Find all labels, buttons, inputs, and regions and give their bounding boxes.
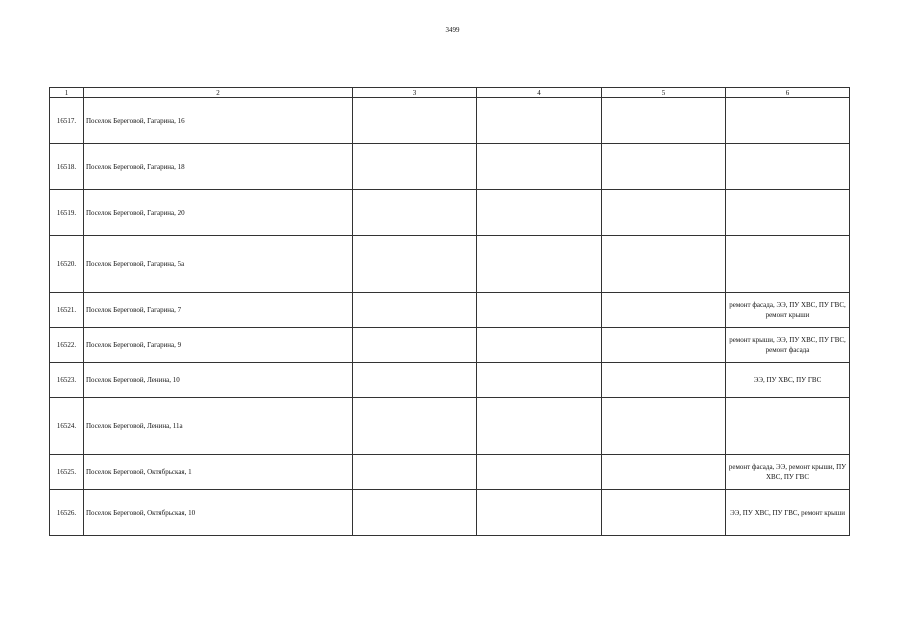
table-row bbox=[50, 398, 850, 455]
table-row bbox=[50, 190, 850, 236]
row-col5 bbox=[602, 398, 726, 455]
row-col3 bbox=[353, 328, 477, 363]
row-col3 bbox=[353, 455, 477, 490]
row-number: 16523. bbox=[50, 363, 84, 398]
row-number: 16520. bbox=[50, 236, 84, 293]
row-col3 bbox=[353, 490, 477, 536]
row-col6: ЭЭ, ПУ ХВС, ПУ ГВС, ремонт крыши bbox=[726, 490, 850, 536]
column-header: 1 bbox=[50, 88, 84, 98]
row-address: Поселок Береговой, Октябрьская, 10 bbox=[84, 490, 353, 536]
row-col6 bbox=[726, 190, 850, 236]
table-row bbox=[50, 328, 850, 363]
row-col3 bbox=[353, 398, 477, 455]
row-col3 bbox=[353, 98, 477, 144]
row-col5 bbox=[602, 98, 726, 144]
column-header: 4 bbox=[477, 88, 602, 98]
row-col4 bbox=[477, 328, 602, 363]
row-col4 bbox=[477, 98, 602, 144]
table-row bbox=[50, 363, 850, 398]
row-col3 bbox=[353, 236, 477, 293]
header-row bbox=[50, 88, 850, 98]
row-col4 bbox=[477, 144, 602, 190]
row-number: 16522. bbox=[50, 328, 84, 363]
row-col6: ремонт крыши, ЭЭ, ПУ ХВС, ПУ ГВС, ремонт фасада bbox=[726, 328, 850, 363]
row-address: Поселок Береговой, Гагарина, 5а bbox=[84, 236, 353, 293]
row-number: 16526. bbox=[50, 490, 84, 536]
row-number: 16521. bbox=[50, 293, 84, 328]
table-row bbox=[50, 455, 850, 490]
column-header: 5 bbox=[602, 88, 726, 98]
table-row bbox=[50, 490, 850, 536]
row-col5 bbox=[602, 236, 726, 293]
row-address: Поселок Береговой, Ленина, 10 bbox=[84, 363, 353, 398]
row-col6: ремонт фасада, ЭЭ, ПУ ХВС, ПУ ГВС, ремонт крыши bbox=[726, 293, 850, 328]
column-header: 6 bbox=[726, 88, 850, 98]
row-col5 bbox=[602, 328, 726, 363]
row-address: Поселок Береговой, Гагарина, 7 bbox=[84, 293, 353, 328]
row-number: 16519. bbox=[50, 190, 84, 236]
row-col4 bbox=[477, 398, 602, 455]
row-address: Поселок Береговой, Гагарина, 18 bbox=[84, 144, 353, 190]
row-col6 bbox=[726, 144, 850, 190]
row-address: Поселок Береговой, Октябрьская, 1 bbox=[84, 455, 353, 490]
row-col5 bbox=[602, 190, 726, 236]
row-address: Поселок Береговой, Гагарина, 20 bbox=[84, 190, 353, 236]
row-address: Поселок Береговой, Гагарина, 9 bbox=[84, 328, 353, 363]
row-col4 bbox=[477, 293, 602, 328]
row-number: 16525. bbox=[50, 455, 84, 490]
row-col3 bbox=[353, 293, 477, 328]
table-row bbox=[50, 293, 850, 328]
row-col4 bbox=[477, 236, 602, 293]
row-col5 bbox=[602, 293, 726, 328]
row-number: 16517. bbox=[50, 98, 84, 144]
row-number: 16524. bbox=[50, 398, 84, 455]
row-col3 bbox=[353, 144, 477, 190]
column-header: 2 bbox=[84, 88, 353, 98]
row-col5 bbox=[602, 144, 726, 190]
page-number: 3499 bbox=[445, 26, 460, 34]
column-header: 3 bbox=[353, 88, 477, 98]
table-row bbox=[50, 98, 850, 144]
row-number: 16518. bbox=[50, 144, 84, 190]
register-table bbox=[49, 87, 850, 536]
row-col4 bbox=[477, 363, 602, 398]
row-col5 bbox=[602, 455, 726, 490]
row-col4 bbox=[477, 190, 602, 236]
row-col4 bbox=[477, 455, 602, 490]
row-col6: ремонт фасада, ЭЭ, ремонт крыши, ПУ ХВС, ПУ ГВС bbox=[726, 455, 850, 490]
row-col6: ЭЭ, ПУ ХВС, ПУ ГВС bbox=[726, 363, 850, 398]
row-col3 bbox=[353, 190, 477, 236]
row-col6 bbox=[726, 398, 850, 455]
table-row bbox=[50, 144, 850, 190]
row-col5 bbox=[602, 490, 726, 536]
row-address: Поселок Береговой, Ленина, 11а bbox=[84, 398, 353, 455]
row-col6 bbox=[726, 236, 850, 293]
table-row bbox=[50, 236, 850, 293]
row-col6 bbox=[726, 98, 850, 144]
row-col3 bbox=[353, 363, 477, 398]
row-address: Поселок Береговой, Гагарина, 16 bbox=[84, 98, 353, 144]
row-col4 bbox=[477, 490, 602, 536]
row-col5 bbox=[602, 363, 726, 398]
